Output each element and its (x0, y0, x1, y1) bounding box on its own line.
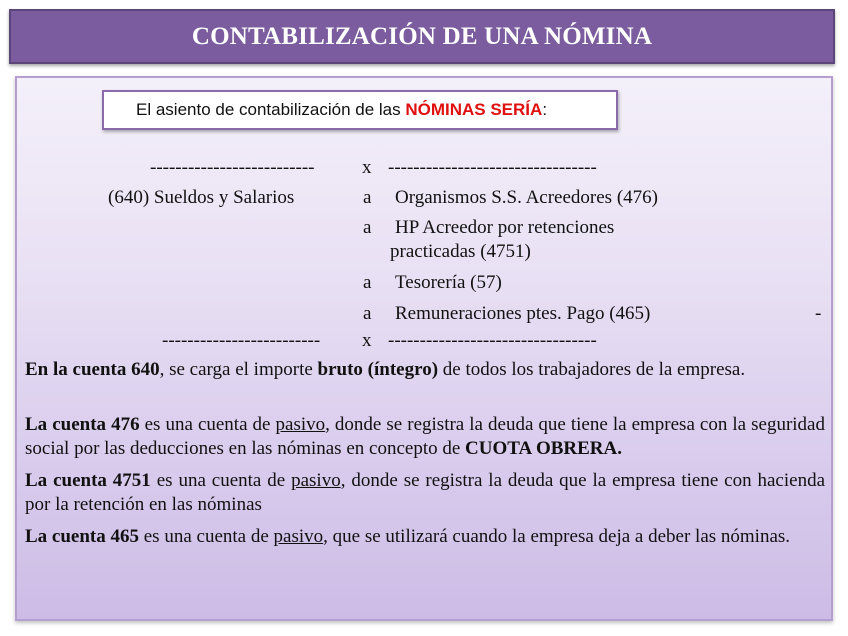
para-bold: bruto (íntegro) (317, 359, 439, 380)
page-title: CONTABILIZACIÓN DE UNA NÓMINA (191, 22, 653, 50)
para-text: , que se utilizará cuando la empresa deja a deber las nóminas. (323, 526, 791, 547)
subtitle-prefix: El asiento de contabilización de las (136, 100, 406, 119)
para-text: , donde se registra la deuda que la empresa tiene con hacienda por la retención en las nóminas (25, 470, 825, 515)
paragraph-465 (25, 525, 825, 549)
entry-bottom-left-dashes: ------------------------- (162, 330, 321, 351)
entry-credit-57: Tesorería (57) (395, 272, 502, 293)
entry-credit-4751-line1: HP Acreedor por retenciones (395, 217, 615, 238)
para-bold: La cuenta 476 (25, 414, 140, 435)
para-bold: La cuenta 4751 (25, 470, 151, 491)
para-underlined: pasivo (275, 414, 326, 435)
para-text: , donde se registra la deuda que tiene la empresa con la seguridad social por las deducciones en las nóminas en concepto de (25, 414, 825, 459)
entry-connector: a (363, 217, 372, 238)
entry-connector: a (363, 272, 372, 293)
title-bar (9, 9, 835, 64)
subtitle-highlight: NÓMINAS SERÍA (405, 100, 543, 119)
entry-debit-account: (640) Sueldos y Salarios (108, 187, 295, 208)
para-text: de todos los trabajadores de la empresa. (438, 359, 746, 380)
entry-bottom-right-dashes: --------------------------------- (388, 330, 597, 351)
paragraph-640 (25, 358, 825, 382)
para-text: es una cuenta de (139, 414, 276, 435)
entry-top-left-dashes: -------------------------- (150, 157, 315, 178)
subtitle-suffix: : (542, 100, 548, 119)
entry-credit-4751-line2: practicadas (4751) (390, 241, 531, 262)
entry-credit-476: Organismos S.S. Acreedores (476) (395, 187, 658, 208)
para-bold: En la cuenta 640 (25, 359, 160, 380)
para-bold: La cuenta 465 (25, 526, 139, 547)
entry-bottom-x: x (362, 330, 372, 351)
para-text: es una cuenta de (150, 470, 292, 491)
para-underlined: pasivo (291, 470, 341, 491)
subtitle-box (102, 90, 618, 130)
entry-connector: a (363, 187, 372, 208)
para-bold: CUOTA OBRERA. (465, 438, 622, 459)
para-text: , se carga el importe (159, 359, 318, 380)
paragraph-4751 (25, 469, 825, 517)
para-underlined: pasivo (273, 526, 324, 547)
entry-connector: a (363, 303, 372, 324)
entry-trailing-dash: - (815, 303, 822, 324)
para-text: es una cuenta de (139, 526, 274, 547)
entry-top-right-dashes: --------------------------------- (388, 157, 597, 178)
paragraph-476 (25, 413, 825, 461)
entry-top-x: x (362, 157, 372, 178)
entry-credit-465: Remuneraciones ptes. Pago (465) (395, 303, 651, 324)
